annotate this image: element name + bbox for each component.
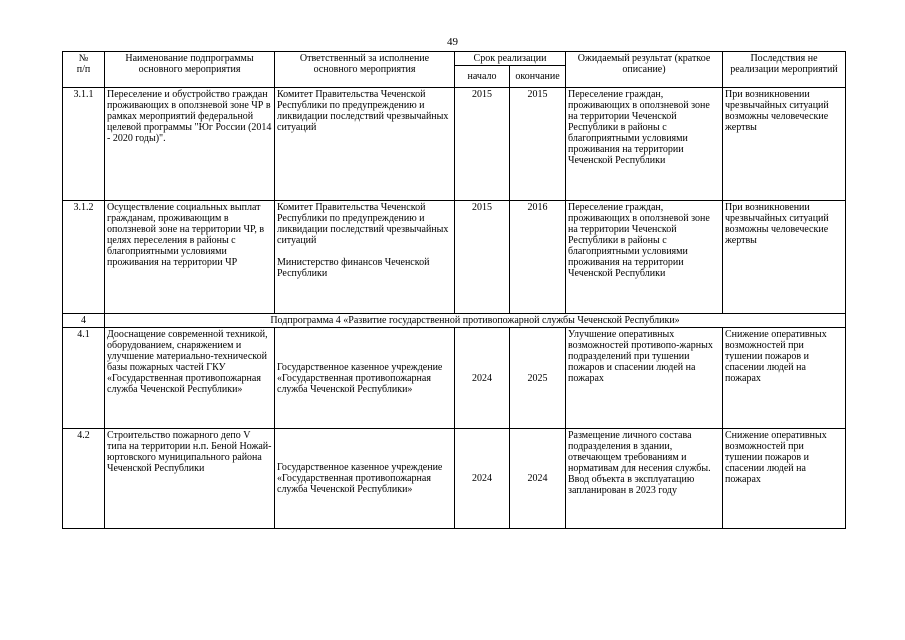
row-start: 2024 bbox=[455, 328, 510, 429]
program-table bbox=[62, 51, 846, 529]
row-start: 2024 bbox=[455, 429, 510, 529]
row-num: 3.1.1 bbox=[63, 88, 105, 201]
subprogram-title: Подпрограмма 4 «Развитие государственной противопожарной службы Чеченской Республики» bbox=[105, 314, 846, 328]
row-consequences: Снижение оперативных возможностей при тушении пожаров и спасении людей на пожарах bbox=[723, 328, 846, 429]
row-responsible: Комитет Правительства Чеченской Республики по предупреждению и ликвидации последствий чрезвычайных ситуаций Министерство финансов Чеченской Республики bbox=[275, 201, 455, 314]
table-row bbox=[63, 328, 846, 429]
table-row bbox=[63, 88, 846, 201]
table-row bbox=[63, 201, 846, 314]
page-number: 49 bbox=[447, 36, 458, 48]
row-num: 4.1 bbox=[63, 328, 105, 429]
row-end: 2016 bbox=[510, 201, 566, 314]
row-result: Переселение граждан, проживающих в оползневой зоне на территории Чеченской Республики в районы с благоприятными условиями проживания на территории Чеченской Республики bbox=[566, 88, 723, 201]
row-end: 2015 bbox=[510, 88, 566, 201]
row-result: Улучшение оперативных возможностей противопо-жарных подразделений при тушении пожаров и спасении людей на пожарах bbox=[566, 328, 723, 429]
row-responsible: Государственное казенное учреждение «Государственная противопожарная служба Чеченской Республики» bbox=[275, 328, 455, 429]
header-num: № п/п bbox=[63, 52, 105, 88]
row-start: 2015 bbox=[455, 201, 510, 314]
header-period: Срок реализации bbox=[455, 52, 566, 66]
row-name: Переселение и обустройство граждан проживающих в оползневой зоне ЧР в рамках мероприятий федеральной целевой программы "Юг России (2014 - 2020 годы)". bbox=[105, 88, 275, 201]
table-row bbox=[63, 429, 846, 529]
row-consequences: Снижение оперативных возможностей при тушении пожаров и спасении людей на пожарах bbox=[723, 429, 846, 529]
row-result: Размещение личного состава подразделения в здании, отвечающем требованиям и нормативам для несения службы. Ввод объекта в эксплуатацию запланирован в 2023 году bbox=[566, 429, 723, 529]
row-name: Осуществление социальных выплат гражданам, проживающим в оползневой зоне на территории ЧР, в целях переселения в районы с благоприятными условиями проживания на территории ЧР bbox=[105, 201, 275, 314]
header-name: Наименование подпрограммы основного мероприятия bbox=[105, 52, 275, 88]
row-result: Переселение граждан, проживающих в оползневой зоне на территории Чеченской Республики в районы с благоприятными условиями проживания на территории Чеченской Республики bbox=[566, 201, 723, 314]
row-num: 4.2 bbox=[63, 429, 105, 529]
row-responsible: Комитет Правительства Чеченской Республики по предупреждению и ликвидации последствий чрезвычайных ситуаций bbox=[275, 88, 455, 201]
subprogram-num: 4 bbox=[63, 314, 105, 328]
row-num: 3.1.2 bbox=[63, 201, 105, 314]
header-result: Ожидаемый результат (краткое описание) bbox=[566, 52, 723, 88]
header-responsible: Ответственный за исполнение основного мероприятия bbox=[275, 52, 455, 88]
header-start: начало bbox=[455, 66, 510, 88]
subprogram-row bbox=[63, 314, 846, 328]
row-name: Дооснащение современной техникой, оборудованием, снаряжением и улучшение материально-технической базы пожарных частей ГКУ «Государственная противопожарная служба Чеченской Республики» bbox=[105, 328, 275, 429]
row-start: 2015 bbox=[455, 88, 510, 201]
header-consequences: Последствия не реализации мероприятий bbox=[723, 52, 846, 88]
row-consequences: При возникновении чрезвычайных ситуаций возможны человеческие жертвы bbox=[723, 201, 846, 314]
row-responsible: Государственное казенное учреждение «Государственная противопожарная служба Чеченской Республики» bbox=[275, 429, 455, 529]
row-name: Строительство пожарного депо V типа на территории н.п. Беной Ножай-юртовского муниципального района Чеченской Республики bbox=[105, 429, 275, 529]
row-end: 2025 bbox=[510, 328, 566, 429]
header-end: окончание bbox=[510, 66, 566, 88]
row-end: 2024 bbox=[510, 429, 566, 529]
row-consequences: При возникновении чрезвычайных ситуаций возможны человеческие жертвы bbox=[723, 88, 846, 201]
